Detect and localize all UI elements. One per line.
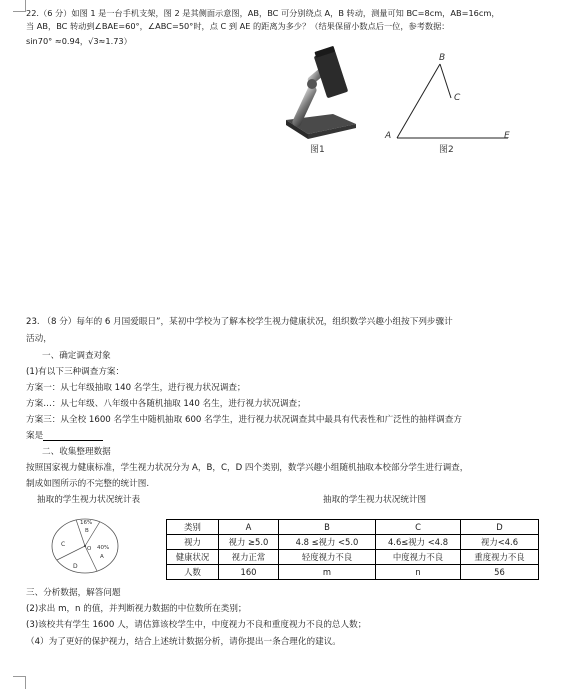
table-row xyxy=(167,550,539,565)
table-cell: 4.6≤视力 <4.8 xyxy=(376,535,461,550)
plan-3-line-2 xyxy=(26,431,103,441)
pie-c-label: C xyxy=(61,541,66,548)
table-cell: 视力<4.6 xyxy=(461,535,539,550)
pie-a-label: A xyxy=(100,554,104,560)
table-cell: n xyxy=(376,565,461,580)
plan-3-line-1: 方案三：从全校 1600 名学生中随机抽取 600 名学生，进行视力状况调查其中最具有代表性和广泛性的抽样调查方 xyxy=(26,415,462,425)
step-2-line-1: 按照国家视力健康标准，学生视力状况分为 A，B，C，D 四个类别，数学兴趣小组随机抽取本校部分学生进行调查， xyxy=(26,463,469,473)
table-cell: 56 xyxy=(461,565,539,580)
figure-2-caption: 图2 xyxy=(439,145,454,155)
plan-1: 方案一：从七年级抽取 140 名学生，进行视力状况调查； xyxy=(26,383,246,393)
pie-o-label: O xyxy=(87,546,92,552)
table-title: 抽取的学生视力状况统计图 xyxy=(323,495,427,505)
q22-line-3: sin70° ≈0.94，√3≈1.73） xyxy=(26,36,132,46)
question-4: （4）为了更好的保护视力，结合上述统计数据分析，请你提出一条合理化的建议。 xyxy=(26,637,341,647)
vision-stats-table xyxy=(166,519,539,580)
bottom-left-corner-mark xyxy=(13,676,26,689)
point-b-label: B xyxy=(439,53,446,63)
table-cell: 类别 xyxy=(167,520,219,535)
table-cell: 中度视力不良 xyxy=(376,550,461,565)
table-cell: 视力 xyxy=(167,535,219,550)
table-cell: 视力 ≥5.0 xyxy=(219,535,279,550)
table-cell: B xyxy=(279,520,376,535)
q22-line-1: 22.（6 分）如图 1 是一台手机支架，图 2 是其侧面示意图，AB，BC 可分别绕点 A，B 转动，测量可知 BC=8cm，AB=16cm， xyxy=(26,8,500,18)
pie-d-label: D xyxy=(73,563,78,570)
plan-2: 方案…：从七年级、八年级中各随机抽取 140 名生，进行视力状况调查； xyxy=(26,399,306,409)
question-3: (3)该校共有学生 1600 人，请估算该校学生中，中度视力不良和重度视力不良的总人数； xyxy=(26,620,367,630)
step-1-intro: (1)有以下三种调查方案： xyxy=(26,367,125,377)
q22-line-2: 当 AB，BC 转动到∠BAE=60°，∠ABC=50°时，点 C 到 AE 的距离为多少？（结果保留小数点后一位，参考数据： xyxy=(26,21,450,31)
table-cell: C xyxy=(376,520,461,535)
point-a-label: A xyxy=(385,131,392,141)
question-2: (2)求出 m，n 的值，并判断视力数据的中位数所在类别； xyxy=(26,604,247,614)
table-cell: 人数 xyxy=(167,565,219,580)
table-cell: 160 xyxy=(219,565,279,580)
table-row xyxy=(167,520,539,535)
answer-blank xyxy=(43,431,103,441)
pie-chart-title: 抽取的学生视力状况统计表 xyxy=(37,495,141,505)
table-cell: m xyxy=(279,565,376,580)
triangle-diagram xyxy=(380,46,520,146)
table-cell: D xyxy=(461,520,539,535)
step-3-heading: 三、分析数据，解答问题 xyxy=(26,588,121,598)
table-cell: 轻度视力不良 xyxy=(279,550,376,565)
plan-3-answer-prefix: 案是 xyxy=(26,431,44,441)
table-cell: 重度视力不良 xyxy=(461,550,539,565)
q23-line-1: 23. （8 分）每年的 6 月国爱眼日”，某初中学校为了解本校学生视力健康状况，组织数学兴趣小组按下列步骤计 xyxy=(26,317,453,327)
table-cell: 健康状况 xyxy=(167,550,219,565)
step-2-heading: 二、收集整理数据 xyxy=(42,447,111,457)
q23-line-2: 活动， xyxy=(26,334,52,344)
table-cell: A xyxy=(219,520,279,535)
pie-b-label: B xyxy=(85,528,89,534)
table-cell: 4.8 ≤视力 <5.0 xyxy=(279,535,376,550)
figure-1-caption: 图1 xyxy=(310,145,325,155)
pie-a-percent: 40% xyxy=(97,545,110,551)
point-c-label: C xyxy=(454,93,461,103)
phone-stand-figure xyxy=(278,44,368,142)
pie-b-percent: 16% xyxy=(80,520,93,526)
step-1-heading: 一、确定调查对象 xyxy=(42,351,111,361)
point-e-label: E xyxy=(504,131,510,141)
step-2-line-2: 制成如图所示的不完整的统计图. xyxy=(26,479,150,489)
table-row xyxy=(167,565,539,580)
table-cell: 视力正常 xyxy=(219,550,279,565)
table-row xyxy=(167,535,539,550)
top-left-corner-mark xyxy=(13,0,26,12)
